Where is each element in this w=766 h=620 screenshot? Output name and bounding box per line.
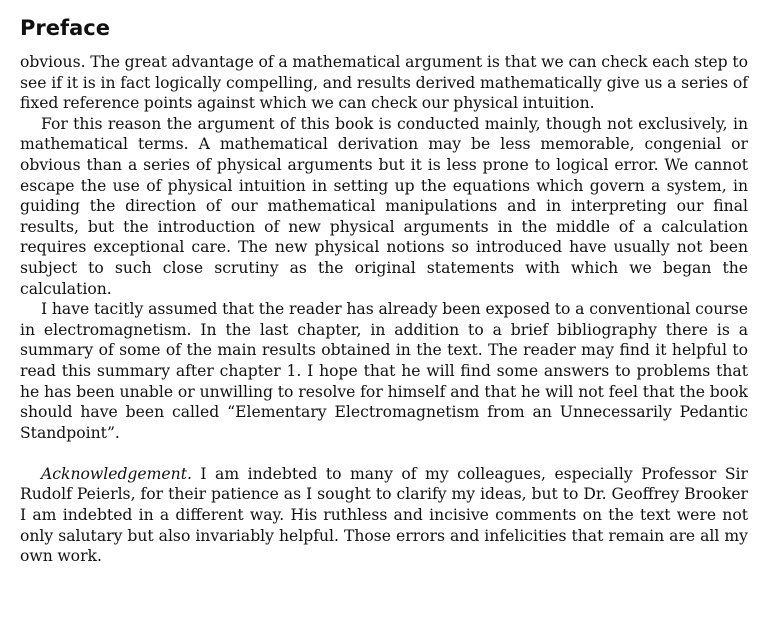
preface-body	[20, 52, 748, 567]
acknowledgement-text: I am indebted to many of my colleagues, especially Professor Sir Rudolf Peierls, for their patience as I sought to clarify my ideas, but to Dr. Geoffrey Brooker I am indebted in a different way. His ruthless and incisive comments on the text were not only salutary but also invariably helpful. Those errors and infelicities that remain are all my own work.	[20, 464, 748, 566]
paragraph-continuation: obvious. The great advantage of a mathematical argument is that we can check each step to see if it is in fact logically compelling, and results derived mathematically give us a series of fixed reference points against which we can check our physical intuition.	[20, 53, 748, 113]
paragraph-reader-assumption: I have tacitly assumed that the reader has already been exposed to a conventional course in electromagnetism. In the last chapter, in addition to a brief bibliography there is a summary of some of the main results obtained in the text. The reader may find it helpful to read this summary after chapter 1. I hope that he will find some answers to problems that he has been unable or unwilling to resolve for himself and that he will not feel that the book should have been called “Elementary Electromagnetism from an Unnecessarily Pedantic Standpoint”.	[20, 300, 748, 442]
paragraph-acknowledgement	[20, 464, 748, 567]
paragraph-mathematical-argument: For this reason the argument of this book is conducted mainly, though not exclusively, in mathematical terms. A mathematical derivation may be less memorable, congenial or obvious than a series of physical arguments but it is less prone to logical error. We cannot escape the use of physical intuition in setting up the equations which govern a system, in guiding the direction of our mathematical manipulations and in interpreting our final results, but the introduction of new physical arguments in the middle of a calculation requires exceptional care. The new physical notions so introduced have usually not been subject to such close scrutiny as the original statements with which we began the calculation.	[20, 114, 748, 298]
section-title: Preface	[20, 16, 110, 40]
acknowledgement-label: Acknowledgement.	[41, 464, 192, 483]
